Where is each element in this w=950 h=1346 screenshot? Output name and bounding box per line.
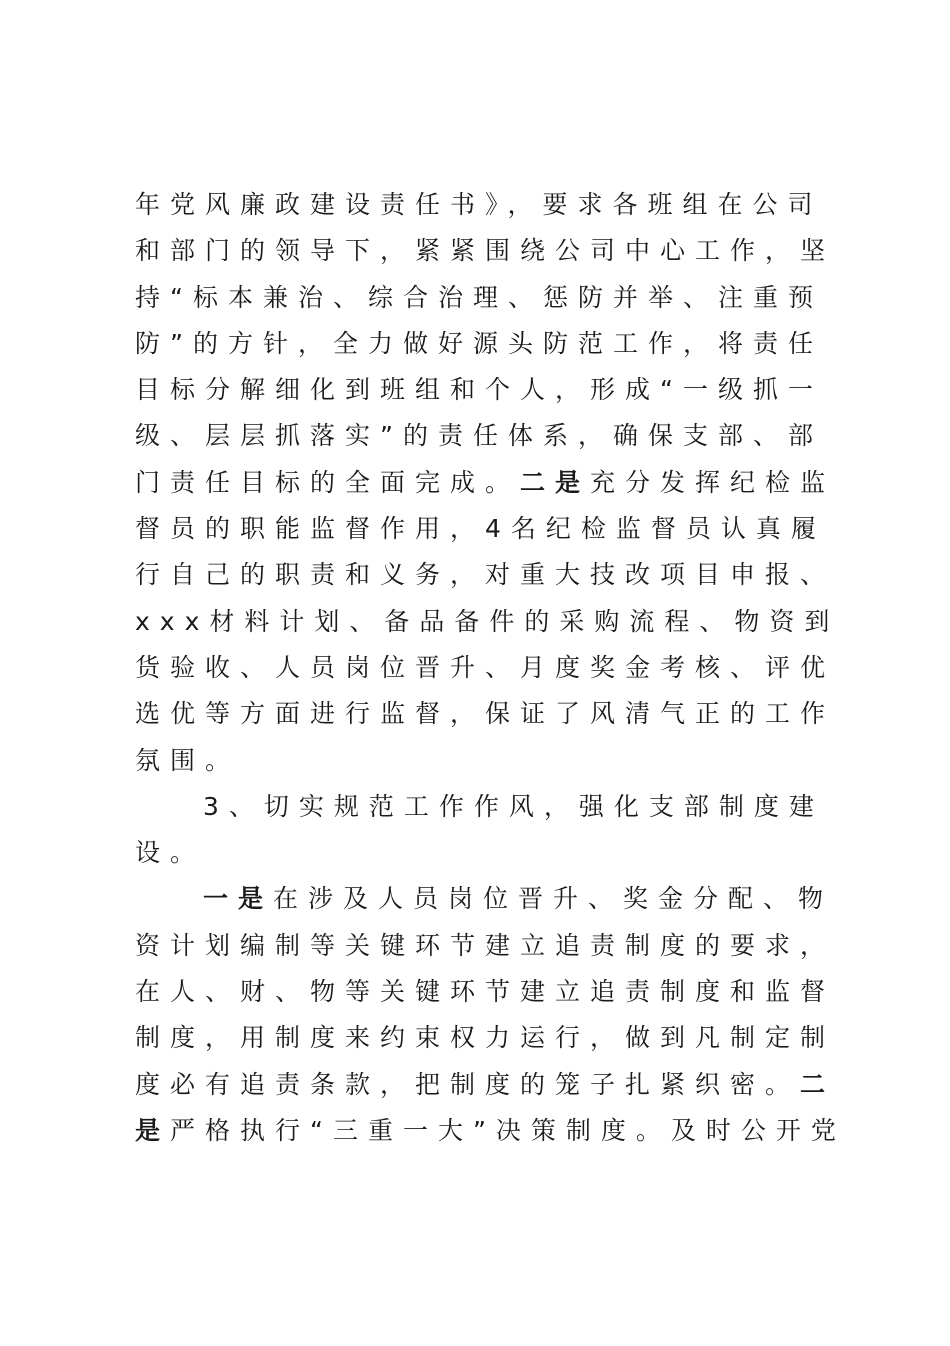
text-line bbox=[135, 784, 855, 830]
text-line bbox=[135, 830, 855, 876]
text-segment: 防”的方针，全力做好源头防范工作，将责任 bbox=[135, 328, 823, 358]
text-segment: 设。 bbox=[135, 838, 206, 868]
text-line bbox=[135, 923, 855, 969]
text-segment: 在涉及人员岗位晋升、奖金分配、物 bbox=[273, 884, 834, 914]
bold-text-segment: 一是 bbox=[203, 884, 274, 914]
text-segment: 和部门的领导下，紧紧围绕公司中心工作，坚 bbox=[135, 236, 836, 266]
text-segment: 在人、财、物等关键环节建立追责制度和监督 bbox=[135, 977, 836, 1007]
text-line bbox=[135, 1062, 855, 1108]
text-line bbox=[135, 506, 855, 552]
text-line bbox=[135, 1108, 855, 1154]
text-segment: 级、层层抓落实”的责任体系，确保支部、部 bbox=[135, 421, 823, 451]
document-body bbox=[135, 182, 855, 1154]
text-segment: 持“标本兼治、综合治理、惩防并举、注重预 bbox=[135, 282, 823, 312]
text-line bbox=[135, 691, 855, 737]
bold-text-segment: 二是 bbox=[520, 467, 591, 497]
text-line bbox=[135, 645, 855, 691]
text-segment: 度必有追责条款，把制度的笼子扎紧织密。 bbox=[135, 1069, 801, 1099]
text-segment: 门责任目标的全面完成。 bbox=[135, 467, 521, 497]
text-segment: 选优等方面进行监督，保证了风清气正的工作 bbox=[135, 699, 836, 729]
text-line bbox=[135, 182, 855, 228]
bold-text-segment: 是 bbox=[135, 1115, 171, 1145]
text-line bbox=[135, 599, 855, 645]
text-segment: 3、切实规范工作作风，强化支部制度建 bbox=[203, 791, 824, 821]
text-segment: 氛围。 bbox=[135, 745, 241, 775]
bold-text-segment: 二 bbox=[800, 1069, 836, 1099]
text-line bbox=[135, 275, 855, 321]
text-line bbox=[135, 876, 855, 922]
text-segment: 行自己的职责和义务，对重大技改项目申报、 bbox=[135, 560, 836, 590]
text-line bbox=[135, 321, 855, 367]
text-line bbox=[135, 738, 855, 784]
text-segment: 资计划编制等关键环节建立追责制度的要求， bbox=[135, 930, 836, 960]
text-segment: 货验收、人员岗位晋升、月度奖金考核、评优 bbox=[135, 652, 836, 682]
text-line bbox=[135, 460, 855, 506]
text-segment: 年党风廉政建设责任书》，要求各班组在公司 bbox=[135, 190, 823, 219]
text-segment: 严格执行“三重一大”决策制度。及时公开党 bbox=[170, 1115, 846, 1145]
text-segment: 目标分解细化到班组和个人，形成“一级抓一 bbox=[135, 375, 823, 405]
text-segment: 制度，用制度来约束权力运行，做到凡制定制 bbox=[135, 1023, 836, 1053]
text-line bbox=[135, 413, 855, 459]
text-line bbox=[135, 367, 855, 413]
text-segment: 督员的职能监督作用，4名纪检监督员认真履 bbox=[135, 514, 826, 544]
text-line bbox=[135, 552, 855, 598]
text-segment: 充分发挥纪检监 bbox=[590, 467, 836, 497]
text-line bbox=[135, 969, 855, 1015]
text-line bbox=[135, 1015, 855, 1061]
text-line bbox=[135, 228, 855, 274]
text-segment: xxx材料计划、备品备件的采购流程、物资到 bbox=[135, 606, 840, 636]
